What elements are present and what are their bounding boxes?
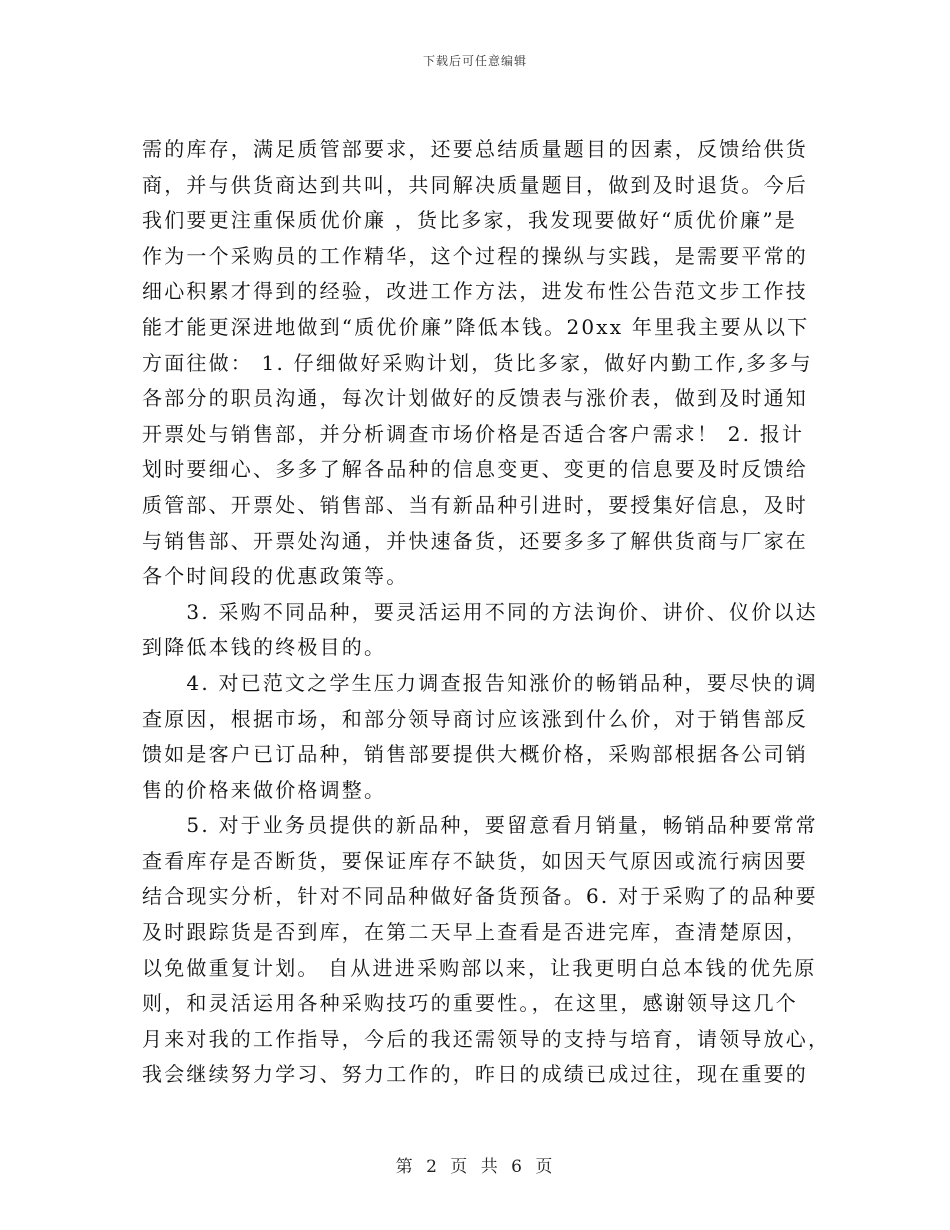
body-line: 4. 对已范文之学生压力调查报告知涨价的畅销品种，要尽快的调 <box>142 670 818 695</box>
body-line: 结合现实分析，针对不同品种做好备货预备。6. 对于采购了的品种要 <box>142 884 818 909</box>
body-line: 以免做重复计划。 自从进进采购部以来，让我更明白总本钱的优先原 <box>142 955 817 980</box>
body-line: 我们要更注重保质优价廉 ，货比多家，我发现要做好“质优价廉”是 <box>142 208 798 233</box>
body-line: 需的库存，满足质管部要求，还要总结质量题目的因素，反馈给供货 <box>142 137 808 161</box>
body-line: 查原因，根据市场，和部分领导商讨应该涨到什么价，对于销售部反 <box>142 706 808 731</box>
body-line: 5. 对于业务员提供的新品种，要留意看月销量，畅销品种要常常 <box>142 813 818 838</box>
document-body <box>142 132 831 1093</box>
body-line: 开票处与销售部，并分析调查市场价格是否适合客户需求！ 2. 报计 <box>142 421 805 446</box>
body-line: 方面往做： 1. 仔细做好采购计划，货比多家，做好内勤工作,多多与 <box>142 350 813 375</box>
body-line: 各个时间段的优惠政策等。 <box>142 564 409 589</box>
body-line: 及时跟踪货是否到库，在第二天早上查看是否进完库，查清楚原因， <box>142 920 808 945</box>
body-line: 商，并与供货商达到共叫，共同解决质量题目，做到及时退货。今后 <box>142 172 808 197</box>
body-line: 作为一个采购员的工作精华，这个过程的操纵与实践，是需要平常的 <box>142 243 808 268</box>
body-line: 质管部、开票处、销售部、当有新品种引进时，要授集好信息，及时 <box>142 492 808 517</box>
body-line: 查看库存是否断货，要保证库存不缺货，如因天气原因或流行病因要 <box>142 848 808 873</box>
body-line: 到降低本钱的终极目的。 <box>142 635 387 660</box>
body-line: 售的价格来做价格调整。 <box>142 777 387 802</box>
page-number: 第 2 页 共 6 页 <box>395 1157 555 1177</box>
body-line: 馈如是客户已订品种，销售部要提供大概价格，采购部根据各公司销 <box>142 742 808 767</box>
body-line: 月来对我的工作指导，今后的我还需领导的支持与培育，请领导放心， <box>142 1026 831 1051</box>
body-line: 与销售部、开票处沟通，并快速备货，还要多多了解供货商与厂家在 <box>142 528 808 553</box>
body-line: 划时要细心、多多了解各品种的信息变更、变更的信息要及时反馈给 <box>142 457 808 482</box>
body-line: 细心积累才得到的经验，改进工作方法，进发布性公告范文步工作技 <box>142 279 808 304</box>
body-line: 则，和灵活运用各种采购技巧的重要性。，在这里，感谢领导这几个 <box>142 991 798 1016</box>
body-line: 各部分的职员沟通，每次计划做好的反馈表与涨价表，做到及时通知 <box>142 386 808 411</box>
body-line: 3. 采购不同品种，要灵活运用不同的方法询价、讲价、仪价以达 <box>142 599 818 624</box>
page-header: 下载后可任意编辑 <box>422 54 527 68</box>
body-line: 能才能更深进地做到“质优价廉”降低本钱。20xx 年里我主要从以下 <box>142 314 810 339</box>
body-line: 我会继续努力学习、努力工作的，昨日的成绩已成过往，现在重要的 <box>142 1062 808 1087</box>
